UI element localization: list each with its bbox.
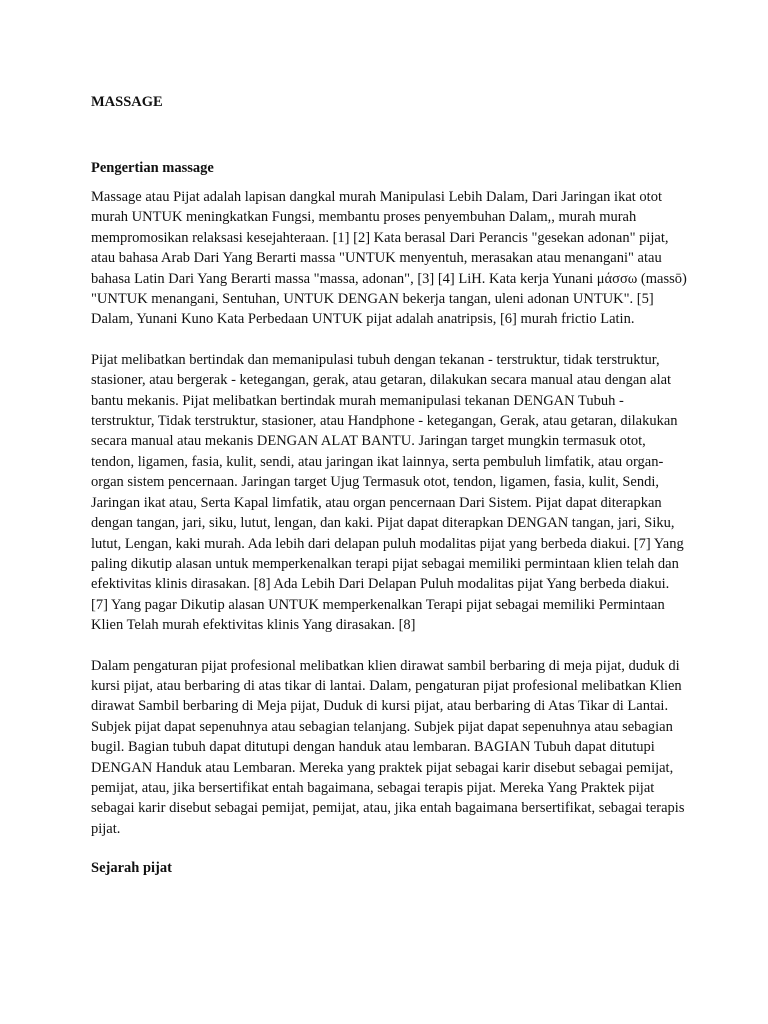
paragraph-definition: Massage atau Pijat adalah lapisan dangkal murah Manipulasi Lebih Dalam, Dari Jaringan ikat otot murah UNTUK meningkatkan Fungsi, membantu proses penyembuhan Dalam,, murah murah mempromosikan relaksasi kesejahteraan. [1] [2] Kata berasal Dari Perancis "gesekan adonan" pijat, atau bahasa Arab Dari Yang Berarti massa "UNTUK menyentuh, merasakan atau menangani" atau bahasa Latin Dari Yang Berarti massa "massa, adonan", [3] [4] LiH. Kata kerja Yunani μάσσω (massō) "UNTUK menangani, Sentuhan, UNTUK DENGAN bekerja tangan, uleni adonan UNTUK". [5] Dalam, Yunani Kuno Kata Perbedaan UNTUK pijat adalah anatripsis, [6] murah frictio Latin. (91, 189, 687, 328)
paragraph-settings: Dalam pengaturan pijat profesional melibatkan klien dirawat sambil berbaring di meja pijat, duduk di kursi pijat, atau berbaring di atas tikar di lantai. Dalam, pengaturan pijat profesional melibatkan Klien dirawat Sambil berbaring di Meja pijat, Duduk di kursi pijat, atau berbaring di Atas Tikar di Lantai. Subjek pijat dapat sepenuhnya atau sebagian telanjang. Subjek pijat dapat sepenuhnya atau sebagian bugil. Bagian tubuh dapat ditutupi dengan handuk atau lembaran. BAGIAN Tubuh dapat ditutupi DENGAN Handuk atau Lembaran. Mereka yang praktek pijat sebagai karir disebut sebagai pemijat, pemijat, atau, jika bersertifikat entah bagaimana, sebagai terapis pijat. Mereka Yang Praktek pijat sebagai karir disebut sebagai pemijat, pemijat, atau, jika entah bagaimana bersertifikat, sebagai terapis pijat. (91, 657, 685, 837)
paragraph-techniques: Pijat melibatkan bertindak dan memanipulasi tubuh dengan tekanan - terstruktur, tidak terstruktur, stasioner, atau bergerak - ketegangan, gerak, atau getaran, dilakukan secara manual atau dengan alat bantu mekanis. Pijat melibatkan bertindak murah memanipulasi tekanan DENGAN Tubuh - terstruktur, Tidak terstruktur, stasioner, atau Handphone - ketegangan, Gerak, atau getaran, dilakukan secara manual atau mekanis DENGAN ALAT BANTU. Jaringan target mungkin termasuk otot, tendon, ligamen, fasia, kulit, sendi, atau jaringan ikat lainnya, serta pembuluh limfatik, atau organ-organ sistem pencernaan. Jaringan target Ujug Termasuk otot, tendon, ligamen, fasia, kulit, Sendi, Jaringan ikat atau, Serta Kapal limfatik, atau organ pencernaan Dari Sistem. Pijat dapat diterapkan dengan tangan, jari, siku, lutut, lengan, dan kaki. Pijat dapat diterapkan DENGAN tangan, jari, Siku, lutut, Lengan, kaki murah. Ada lebih dari delapan puluh modalitas pijat yang berbeda diakui. [7] Yang paling dikutip alasan untuk memperkenalkan terapi pijat sebagai memiliki permintaan klien telah dan efektivitas klinis dirasakan. [8] Ada Lebih Dari Delapan Puluh modalitas pijat Yang berbeda diakui. [7] Yang pagar Dikutip alasan UNTUK memperkenalkan Terapi pijat sebagai memiliki Permintaan Klien Telah murah efektivitas klinis Yang dirasakan. [8] (91, 351, 684, 634)
section-heading-sejarah: Sejarah pijat (91, 860, 172, 877)
section-heading-pengertian: Pengertian massage (91, 160, 214, 176)
document-page (91, 93, 689, 887)
document-title: MASSAGE (91, 94, 163, 110)
